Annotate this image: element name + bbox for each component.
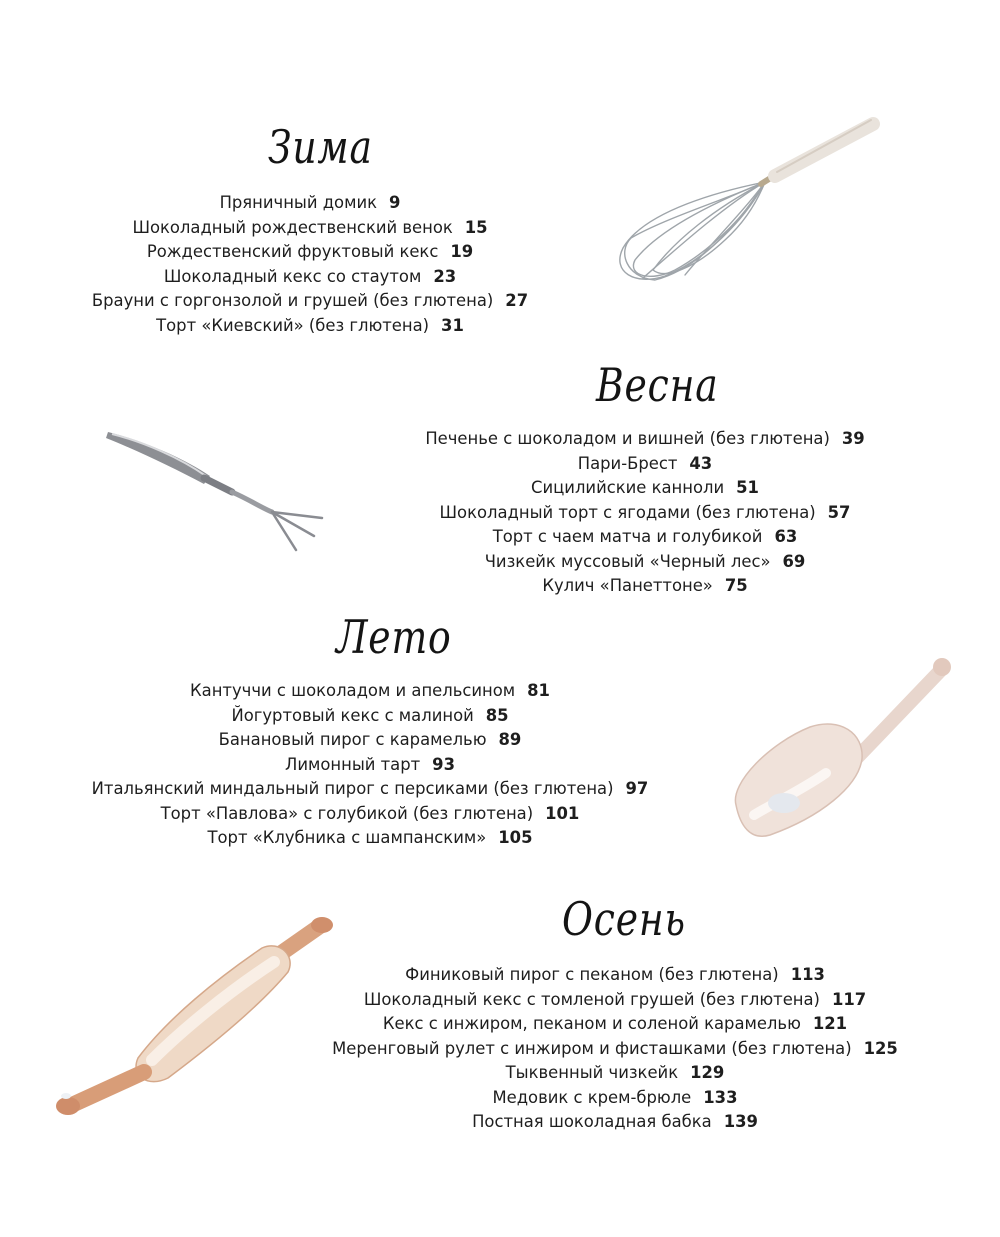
page-number: 117 — [831, 989, 867, 1009]
fork-icon — [100, 420, 335, 560]
recipe-name: Брауни с горгонзолой и грушей (без глютена) — [91, 291, 494, 310]
page-number: 63 — [774, 527, 798, 546]
recipe-name: Итальянский миндальный пирог с персиками (без глютена) — [91, 779, 614, 798]
page-number: 75 — [724, 576, 748, 595]
recipe-name: Чизкейк муссовый «Черный лес» — [484, 551, 771, 571]
list-item[interactable] — [300, 963, 930, 988]
recipe-name: Пряничный домик — [219, 193, 378, 212]
page-number: 43 — [689, 453, 713, 473]
page-number: 121 — [812, 1014, 848, 1033]
list-item[interactable] — [300, 1086, 930, 1111]
list-item[interactable] — [300, 1110, 930, 1135]
recipe-name: Пари-Брест — [577, 453, 678, 473]
recipe-name: Лимонный тарт — [285, 754, 421, 774]
section-title-winter: Зима — [268, 120, 373, 174]
list-item[interactable] — [300, 1061, 930, 1086]
recipe-name: Шоколадный торт с ягодами (без глютена) — [439, 502, 816, 522]
recipe-name: Торт «Павлова» с голубикой (без глютена) — [160, 803, 534, 823]
recipe-name: Кулич «Панеттоне» — [542, 576, 713, 595]
page-number: 93 — [432, 754, 455, 774]
page-number: 51 — [736, 478, 759, 497]
page-number: 113 — [790, 965, 825, 984]
recipe-name: Печенье с шоколадом и вишней (без глютена) — [425, 429, 830, 448]
scoop-icon — [730, 655, 960, 845]
page-number: 139 — [723, 1112, 758, 1131]
recipe-list-autumn — [300, 963, 930, 1135]
recipe-name: Торт «Киевский» (без глютена) — [156, 315, 430, 335]
recipe-name: Шоколадный рождественский венок — [132, 217, 453, 237]
page-number: 101 — [545, 803, 580, 823]
page-number: 125 — [863, 1038, 898, 1058]
page-number: 15 — [464, 217, 488, 237]
page-number: 9 — [389, 193, 401, 212]
recipe-name: Торт «Клубника с шампанским» — [207, 828, 487, 847]
page-number: 31 — [441, 315, 464, 335]
page-number: 81 — [527, 681, 550, 700]
recipe-name: Шоколадный кекс с томленой грушей (без глютена) — [363, 989, 820, 1009]
recipe-name: Банановый пирог с карамелью — [218, 730, 487, 749]
recipe-name: Рождественский фруктовый кекс — [146, 242, 439, 261]
section-title-spring: Весна — [596, 358, 719, 412]
page-number: 89 — [498, 730, 522, 749]
recipe-name: Кекс с инжиром, пеканом и соленой карамелью — [382, 1014, 801, 1033]
page-number: 39 — [841, 429, 865, 448]
recipe-name: Шоколадный кекс со стаутом — [163, 266, 422, 286]
list-item[interactable] — [300, 1037, 930, 1062]
recipe-name: Меренговый рулет с инжиром и фисташками (без глютена) — [332, 1038, 852, 1058]
page-number: 133 — [703, 1087, 738, 1107]
section-title-summer: Лето — [336, 610, 452, 664]
recipe-name: Торт с чаем матча и голубикой — [492, 527, 763, 546]
whisk-icon — [605, 110, 895, 300]
list-item[interactable] — [300, 1012, 930, 1037]
page-number: 105 — [498, 828, 533, 847]
page-number: 97 — [625, 779, 649, 798]
recipe-name: Сицилийские канноли — [531, 478, 725, 497]
recipe-name: Финиковый пирог с пеканом (без глютена) — [405, 965, 779, 984]
page-number: 19 — [450, 242, 474, 261]
recipe-name: Кантуччи с шоколадом и апельсином — [190, 681, 516, 700]
recipe-name: Тыквенный чизкейк — [505, 1063, 679, 1082]
section-title-autumn: Осень — [562, 892, 686, 946]
recipe-name: Медовик с крем-брюле — [492, 1087, 692, 1107]
page-number: 57 — [827, 502, 851, 522]
recipe-name: Постная шоколадная бабка — [472, 1112, 712, 1131]
page-number: 27 — [505, 291, 529, 310]
recipe-name: Йогуртовый кекс с малиной — [231, 705, 474, 725]
rolling-pin-icon — [48, 908, 338, 1123]
page-number: 23 — [433, 266, 457, 286]
page-number: 69 — [782, 551, 806, 571]
list-item[interactable] — [300, 988, 930, 1013]
page-number: 129 — [690, 1063, 725, 1082]
page-number: 85 — [485, 705, 509, 725]
